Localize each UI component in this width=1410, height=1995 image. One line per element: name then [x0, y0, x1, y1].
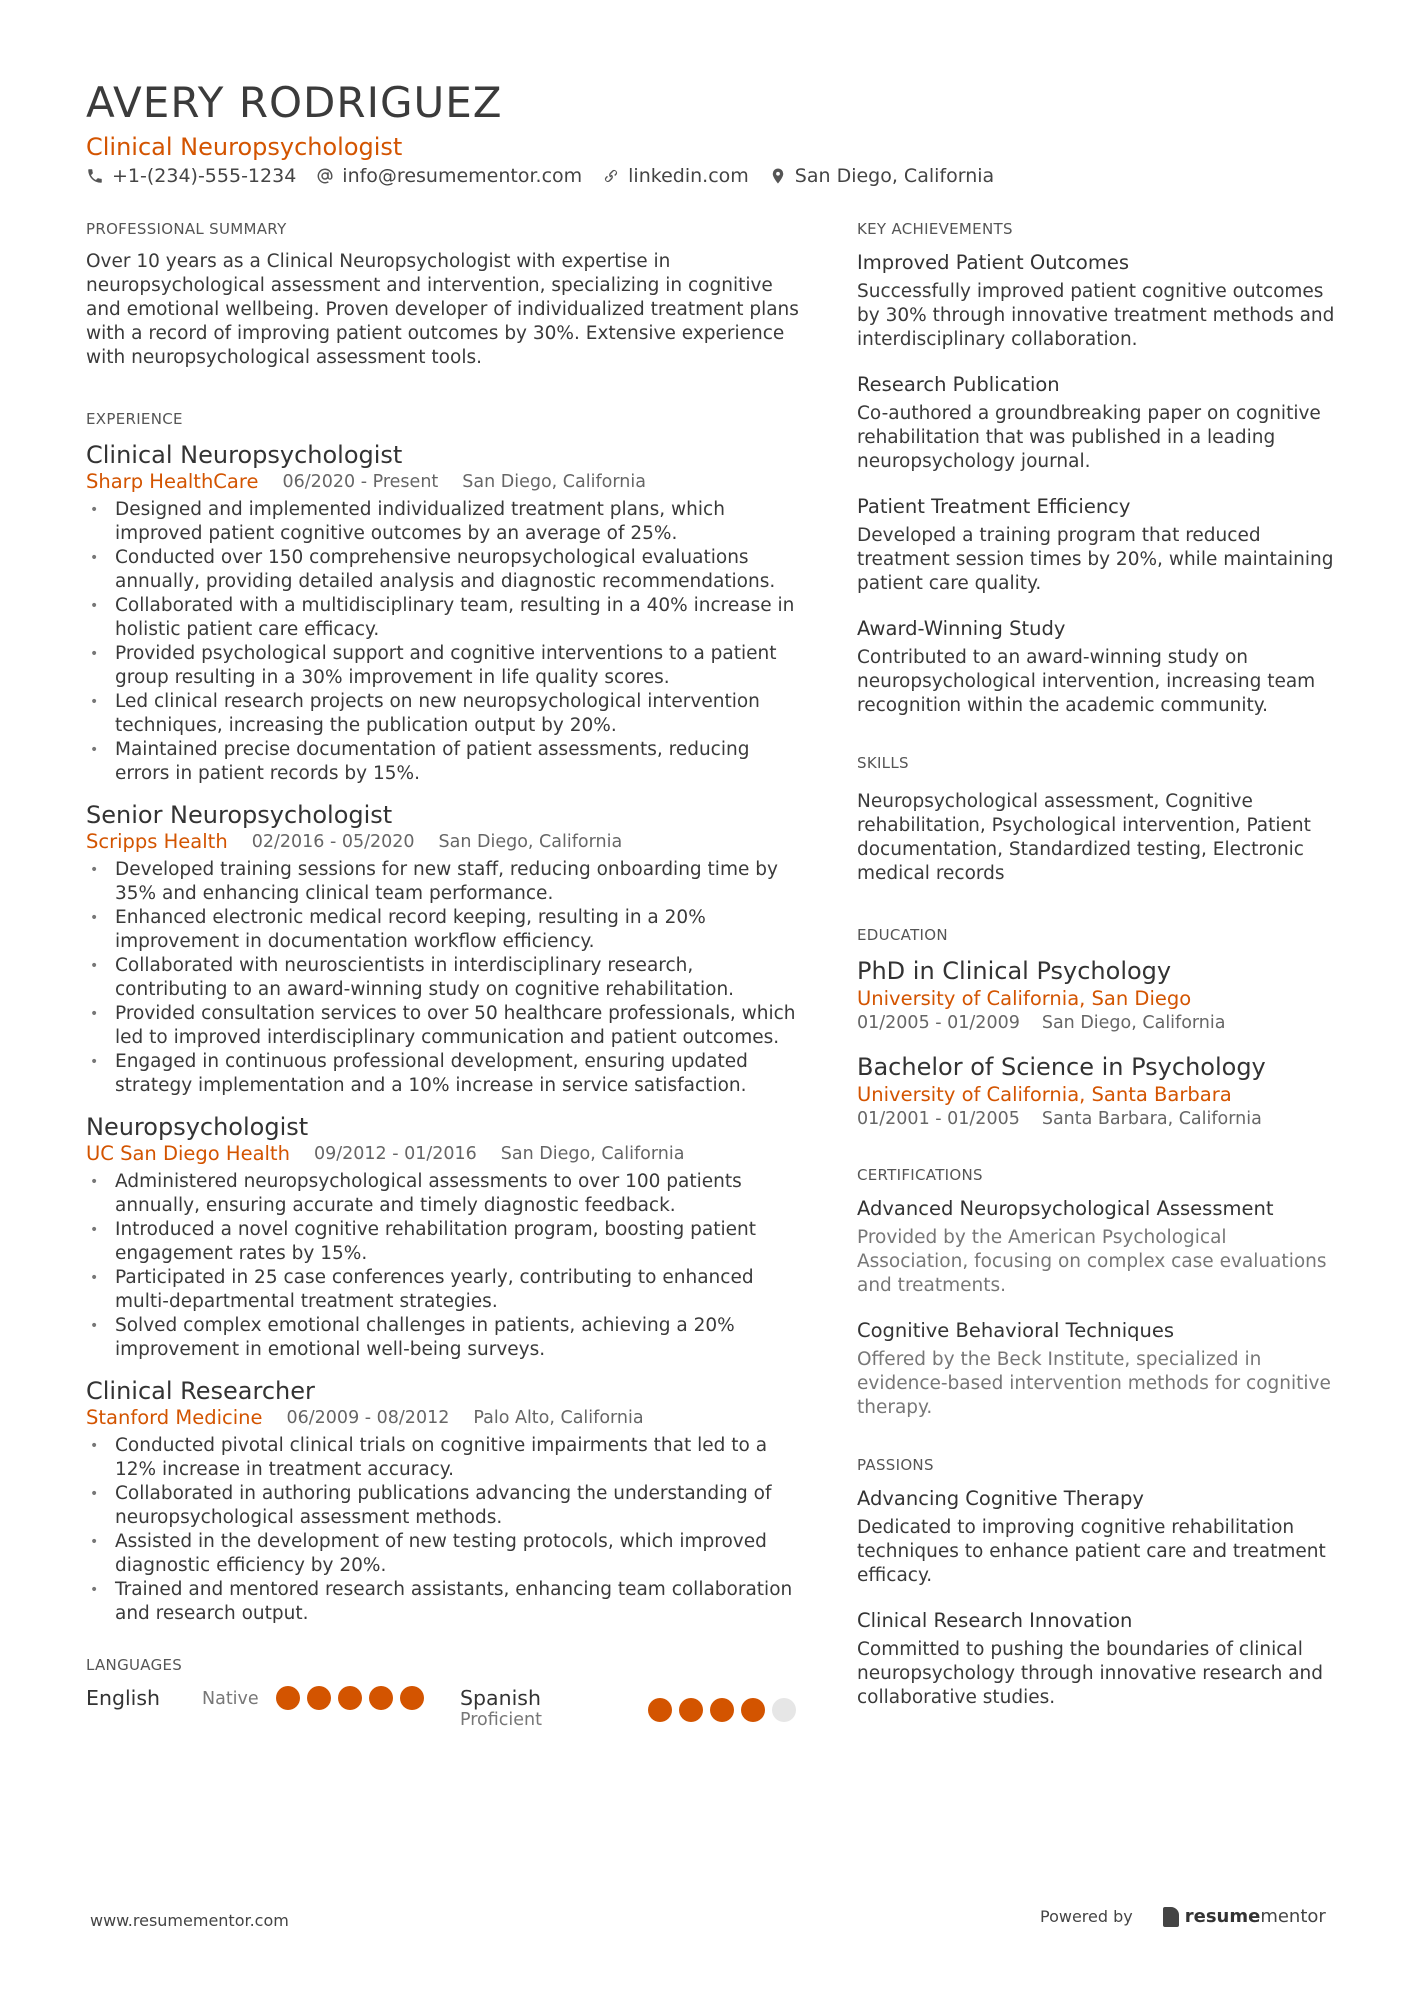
education-meta — [857, 1012, 1337, 1034]
language-item — [86, 1686, 460, 1710]
job-company: Stanford Medicine — [86, 1406, 263, 1429]
left-column — [86, 220, 806, 1770]
job-dates: 02/2016 - 05/2020 — [251, 832, 415, 852]
contact-email-text: info@resumementor.com — [342, 165, 583, 187]
job-location: San Diego, California — [500, 1144, 685, 1164]
job-dates: 09/2012 - 01/2016 — [313, 1144, 477, 1164]
passion-title: Advancing Cognitive Therapy — [857, 1487, 1144, 1510]
rating-dot-filled — [276, 1686, 300, 1710]
job-company: Scripps Health — [86, 830, 228, 853]
summary-heading: PROFESSIONAL SUMMARY — [86, 220, 287, 238]
education-school: University of California, San Diego — [857, 987, 1192, 1010]
job-bullet: • Trained and mentored research assistants, enhancing team collaboration and research output. — [86, 1578, 806, 1626]
rating-dot-filled — [338, 1686, 362, 1710]
job-bullets — [86, 858, 806, 1098]
job-bullet: • Administered neuropsychological assessments to over 100 patients annually, ensuring accurate and timely diagnostic feedback. — [86, 1170, 806, 1218]
certification-title: Cognitive Behavioral Techniques — [857, 1319, 1174, 1342]
logo-mark-icon — [1163, 1907, 1179, 1927]
achievement-desc: Developed a training program that reduced treatment session times by 20%, while maintaining patient care quality. — [857, 525, 1334, 594]
contact-phone-text: +1-(234)-555-1234 — [112, 165, 297, 187]
experience-heading: EXPERIENCE — [86, 410, 183, 428]
achievements-heading: KEY ACHIEVEMENTS — [857, 220, 1013, 238]
job-entry — [86, 800, 806, 1098]
job-bullet: • Maintained precise documentation of patient assessments, reducing errors in patient records by 15%. — [86, 738, 806, 786]
skills-section — [857, 754, 1337, 886]
education-item — [857, 956, 1337, 1034]
job-title: Senior Neuropsychologist — [86, 801, 393, 829]
job-meta — [86, 1406, 806, 1430]
contact-phone[interactable] — [86, 165, 296, 187]
candidate-name: AVERY RODRIGUEZ — [86, 78, 503, 127]
job-bullet: • Participated in 25 case conferences yearly, contributing to enhanced multi-departmental treatment strategies. — [86, 1266, 806, 1314]
education-section — [857, 926, 1337, 1130]
education-heading: EDUCATION — [857, 926, 948, 944]
education-dates: 01/2001 - 01/2005 — [857, 1109, 1020, 1129]
language-text — [460, 1686, 648, 1730]
certifications-heading: CERTIFICATIONS — [857, 1166, 983, 1184]
phone-icon — [86, 167, 104, 185]
language-name: English — [86, 1686, 161, 1710]
education-meta — [857, 1108, 1337, 1130]
job-bullet: • Assisted in the development of new testing protocols, which improved diagnostic efficiency by 20%. — [86, 1530, 806, 1578]
achievements-section — [857, 220, 1337, 718]
passion-item — [857, 1486, 1337, 1588]
job-dates: 06/2020 - Present — [282, 472, 439, 492]
rating-dot-filled — [679, 1698, 703, 1722]
rating-dot-empty — [772, 1698, 796, 1722]
achievement-title: Improved Patient Outcomes — [857, 251, 1130, 274]
achievement-desc: Co-authored a groundbreaking paper on cognitive rehabilitation that was published in a leading neuropsychology journal. — [857, 403, 1321, 472]
education-degree: PhD in Clinical Psychology — [857, 957, 1172, 985]
certification-desc: Offered by the Beck Institute, specialized in evidence-based intervention methods for cognitive therapy. — [857, 1349, 1331, 1418]
contact-location — [769, 165, 994, 187]
achievement-item — [857, 372, 1337, 474]
job-location: San Diego, California — [438, 832, 623, 852]
achievement-desc: Contributed to an award-winning study on neuropsychological intervention, increasing team recognition within the academic community. — [857, 647, 1316, 716]
passions-section — [857, 1456, 1337, 1710]
job-bullet: • Led clinical research projects on new neuropsychological intervention techniques, increasing the publication output by 20%. — [86, 690, 806, 738]
footer-website[interactable]: www.resumementor.com — [90, 1911, 289, 1930]
passion-desc: Dedicated to improving cognitive rehabilitation techniques to enhance patient care and treatment efficacy. — [857, 1517, 1326, 1586]
rating-dot-filled — [307, 1686, 331, 1710]
skills-heading: SKILLS — [857, 754, 909, 772]
passion-desc: Committed to pushing the boundaries of clinical neuropsychology through innovative research and collaborative studies. — [857, 1639, 1324, 1708]
passions-heading: PASSIONS — [857, 1456, 934, 1474]
education-location: Santa Barbara, California — [1041, 1109, 1262, 1129]
job-bullet: • Provided consultation services to over 50 healthcare professionals, which led to improved interdisciplinary communication and patient outcomes. — [86, 1002, 806, 1050]
achievement-item — [857, 494, 1337, 596]
skills-text: Neuropsychological assessment, Cognitive rehabilitation, Psychological intervention, Patient documentation, Standardized testing, Electronic medical records — [857, 791, 1311, 884]
education-school: University of California, Santa Barbara — [857, 1083, 1232, 1106]
contact-linkedin[interactable] — [602, 165, 749, 187]
location-pin-icon — [769, 167, 787, 185]
education-degree: Bachelor of Science in Psychology — [857, 1053, 1266, 1081]
logo-bold-text: resume — [1184, 1906, 1261, 1927]
rating-dot-filled — [741, 1698, 765, 1722]
job-bullet: • Collaborated with neuroscientists in interdisciplinary research, contributing to an award-winning study on cognitive rehabilitation. — [86, 954, 806, 1002]
job-bullets — [86, 498, 806, 786]
achievement-title: Research Publication — [857, 373, 1060, 396]
language-item — [460, 1686, 803, 1730]
job-bullet: • Designed and implemented individualized treatment plans, which improved patient cognitive outcomes by an average of 25%. — [86, 498, 806, 546]
education-item — [857, 1052, 1337, 1130]
achievement-desc: Successfully improved patient cognitive outcomes by 30% through innovative treatment methods and interdisciplinary collaboration. — [857, 281, 1335, 350]
job-dates: 06/2009 - 08/2012 — [286, 1408, 450, 1428]
right-column — [857, 220, 1337, 1750]
certification-item — [857, 1318, 1337, 1420]
job-bullet: • Conducted pivotal clinical trials on cognitive impairments that led to a 12% increase in treatment accuracy. — [86, 1434, 806, 1482]
education-location: San Diego, California — [1041, 1013, 1226, 1033]
job-bullet: • Solved complex emotional challenges in patients, achieving a 20% improvement in emotional well-being surveys. — [86, 1314, 806, 1362]
job-bullet: • Enhanced electronic medical record keeping, resulting in a 20% improvement in documentation workflow efficiency. — [86, 906, 806, 954]
certification-title: Advanced Neuropsychological Assessment — [857, 1197, 1274, 1220]
certification-desc: Provided by the American Psychological Association, focusing on complex case evaluations and treatments. — [857, 1227, 1327, 1296]
contact-location-text: San Diego, California — [794, 165, 995, 187]
job-bullet: • Engaged in continuous professional development, ensuring updated strategy implementation and a 10% increase in service satisfaction. — [86, 1050, 806, 1098]
candidate-role: Clinical Neuropsychologist — [86, 133, 403, 161]
at-icon — [316, 167, 334, 185]
job-bullet: • Provided psychological support and cognitive interventions to a patient group resulting in a 30% improvement in life quality scores. — [86, 642, 806, 690]
job-meta — [86, 1142, 806, 1166]
link-icon — [602, 167, 620, 185]
achievement-item — [857, 616, 1337, 718]
education-dates: 01/2005 - 01/2009 — [857, 1013, 1020, 1033]
rating-dot-filled — [369, 1686, 393, 1710]
job-bullet: • Collaborated with a multidisciplinary team, resulting in a 40% increase in holistic patient care efficacy. — [86, 594, 806, 642]
language-rating — [648, 1698, 803, 1722]
footer-powered — [1040, 1906, 1326, 1927]
passion-title: Clinical Research Innovation — [857, 1609, 1133, 1632]
job-bullet: • Introduced a novel cognitive rehabilitation program, boosting patient engagement rates by 15%. — [86, 1218, 806, 1266]
certification-item — [857, 1196, 1337, 1298]
resumementor-logo[interactable] — [1163, 1906, 1326, 1927]
job-entry — [86, 1376, 806, 1626]
summary-section — [86, 220, 806, 370]
job-bullets — [86, 1434, 806, 1626]
job-company: Sharp HealthCare — [86, 470, 259, 493]
rating-dot-filled — [710, 1698, 734, 1722]
achievement-item — [857, 250, 1337, 352]
powered-by-label: Powered by — [1040, 1907, 1133, 1926]
job-location: Palo Alto, California — [473, 1408, 644, 1428]
language-rating — [276, 1686, 431, 1710]
certifications-section — [857, 1166, 1337, 1420]
language-level: Proficient — [460, 1710, 542, 1730]
experience-section — [86, 410, 806, 1626]
job-entry — [86, 440, 806, 786]
job-company: UC San Diego Health — [86, 1142, 290, 1165]
job-bullet: • Collaborated in authoring publications advancing the understanding of neuropsychological assessment methods. — [86, 1482, 806, 1530]
job-entry — [86, 1112, 806, 1362]
achievement-title: Patient Treatment Efficiency — [857, 495, 1131, 518]
achievement-title: Award-Winning Study — [857, 617, 1066, 640]
language-level: Native — [202, 1689, 259, 1709]
job-meta — [86, 470, 806, 494]
job-title: Clinical Researcher — [86, 1377, 315, 1405]
languages-section — [86, 1656, 806, 1730]
language-list — [86, 1686, 806, 1730]
passion-item — [857, 1608, 1337, 1710]
contact-email[interactable] — [316, 165, 582, 187]
job-bullet: • Developed training sessions for new staff, reducing onboarding time by 35% and enhancing clinical team performance. — [86, 858, 806, 906]
logo-rest-text: mentor — [1260, 1906, 1326, 1927]
job-title: Neuropsychologist — [86, 1113, 309, 1141]
job-meta — [86, 830, 806, 854]
job-location: San Diego, California — [462, 472, 646, 492]
languages-heading: LANGUAGES — [86, 1656, 183, 1674]
summary-text: Over 10 years as a Clinical Neuropsychologist with expertise in neuropsychological assessment and intervention, specializing in cognitive and emotional wellbeing. Proven developer of individualized treatment plans with a record of improving patient outcomes by 30%. Extensive experience with neuropsychological assessment tools. — [86, 251, 799, 368]
job-title: Clinical Neuropsychologist — [86, 441, 403, 469]
language-name: Spanish — [460, 1686, 541, 1710]
rating-dot-filled — [400, 1686, 424, 1710]
contact-linkedin-text: linkedin.com — [628, 165, 749, 187]
contact-bar — [86, 165, 1014, 187]
job-bullet: • Conducted over 150 comprehensive neuropsychological evaluations annually, providing detailed analysis and diagnostic recommendations. — [86, 546, 806, 594]
rating-dot-filled — [648, 1698, 672, 1722]
job-bullets — [86, 1170, 806, 1362]
